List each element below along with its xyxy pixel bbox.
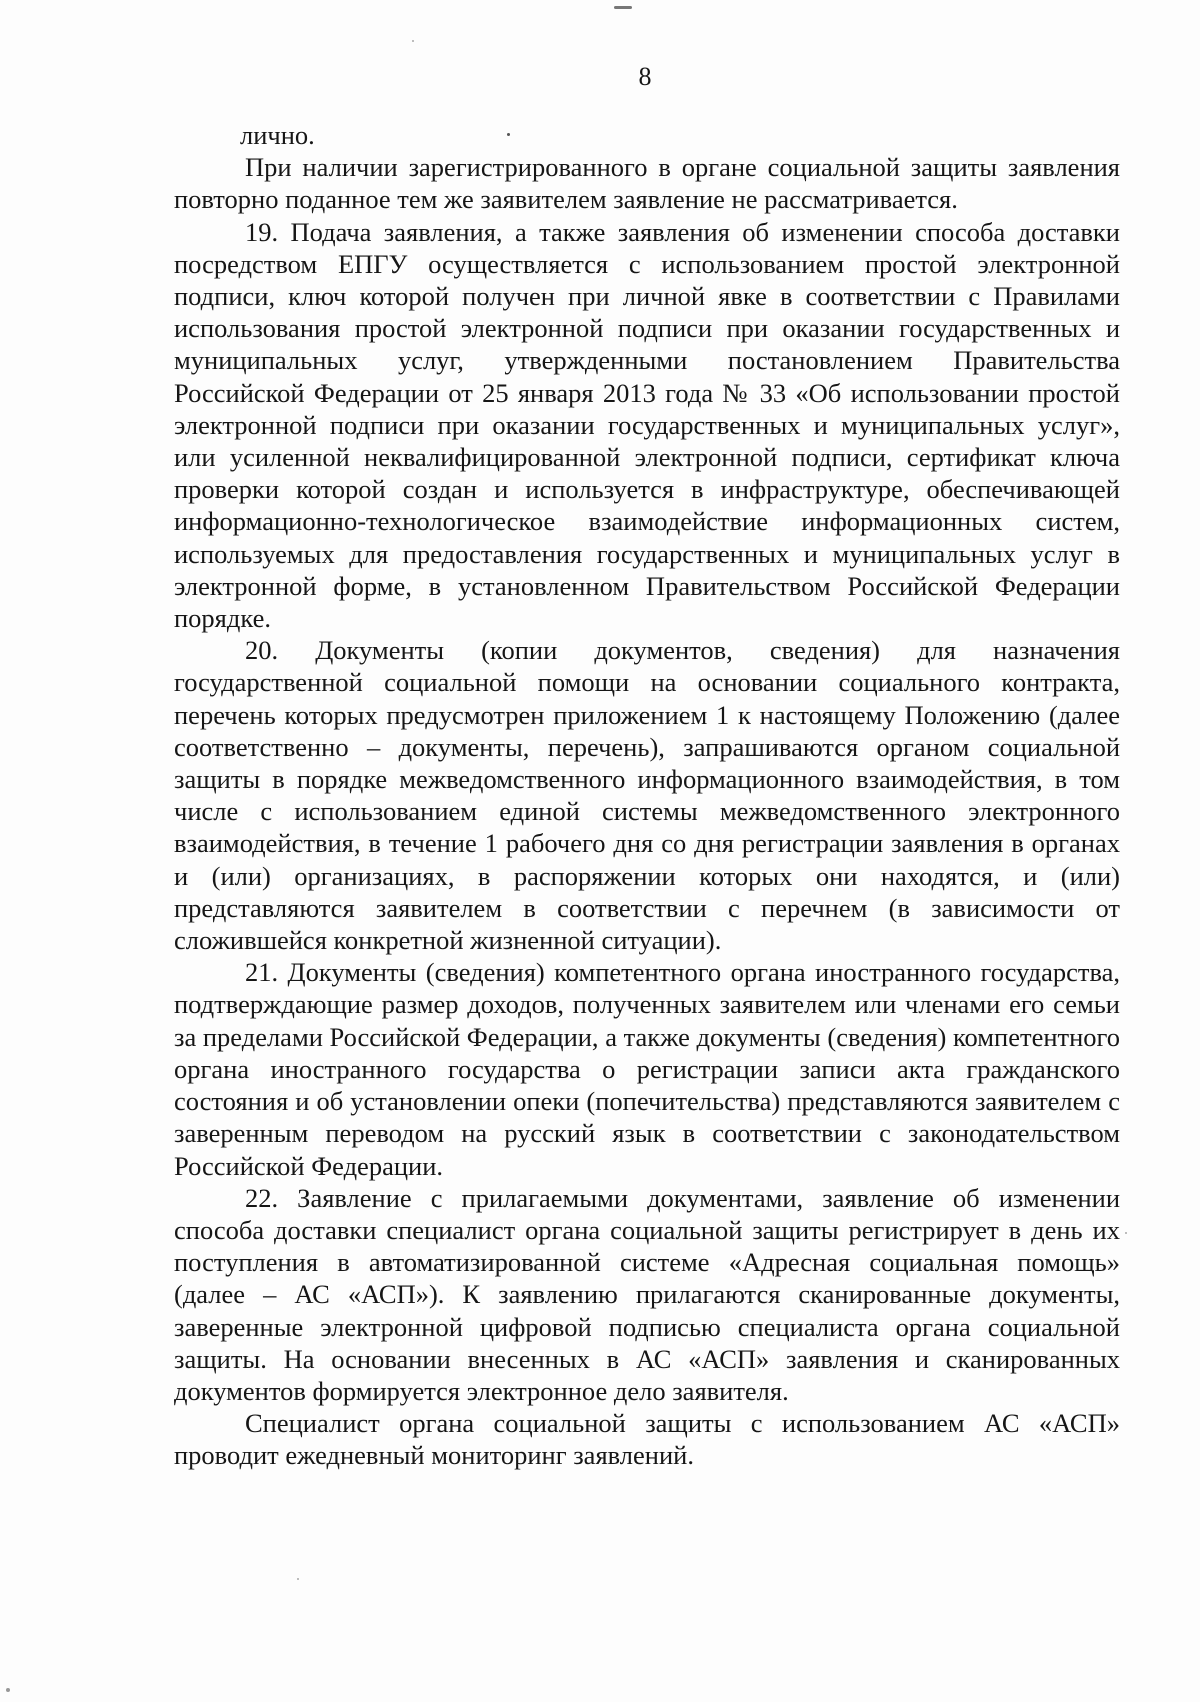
scan-artifact — [614, 6, 632, 9]
paragraph-repeat-application: При наличии зарегистрированного в органе социальной защиты заявления повторно поданное тем же заявителем заявление не рассматривается. — [174, 152, 1120, 215]
paragraph-21: 21. Документы (сведения) компетентного органа иностранного государства, подтверждающие размер доходов, полученных заявителем или членами его семьи за пределами Российской Федерации, а также документы (сведения) компетентного органа иностранного государства о регистрации записи акта гражданского состояния и об установлении опеки (попечительства) представляются заявителем с заверенным переводом на русский язык в соответствии с законодательством Российской Федерации. — [174, 957, 1120, 1181]
paragraph-20: 20. Документы (копии документов, сведения) для назначения государственной социальной помощи на основании социального контракта, перечень которых предусмотрен приложением 1 к настоящему Положению (далее соответственно – документы, перечень), запрашиваются органом социальной защиты в порядке межведомственного информационного взаимодействия, в том числе с использованием единой системы межведомственного электронного взаимодействия, в течение 1 рабочего дня со дня регистрации заявления в органах и (или) организациях, в распоряжении которых они находятся, и (или) представляются заявителем в соответствии с перечнем (в зависимости от сложившейся конкретной жизненной ситуации). — [174, 635, 1120, 956]
scan-speck — [1125, 1232, 1127, 1234]
paragraph-continuation: лично. — [240, 120, 315, 150]
scan-speck — [297, 1578, 299, 1580]
page-number: 8 — [638, 62, 652, 91]
paragraph-monitoring: Специалист органа социальной защиты с использованием АС «АСП» проводит ежедневный мониторинг заявлений. — [174, 1408, 1120, 1471]
scan-speck — [412, 40, 414, 42]
paragraph-22: 22. Заявление с прилагаемыми документами, заявление об изменении способа доставки специалист органа социальной защиты регистрирует в день их поступления в автоматизированной системе «Адресная социальная помощь» (далее – АС «АСП»). К заявлению прилагаются сканированные документы, заверенные электронной цифровой подписью специалиста органа социальной защиты. На основании внесенных в АС «АСП» заявления и сканированных документов формируется электронное дело заявителя. — [174, 1182, 1120, 1406]
paragraph-19: 19. Подача заявления, а также заявления об изменении способа доставки посредством ЕПГУ осуществляется с использованием простой электронной подписи, ключ которой получен при личной явке в соответствии с Правилами использования простой электронной подписи при оказании государственных и муниципальных услуг, утвержденными постановлением Правительства Российской Федерации от 25 января 2013 года № 33 «Об использовании простой электронной подписи при оказании государственных и муниципальных услуг», или усиленной неквалифицированной электронной подписи, сертификат ключа проверки которой создан и используется в инфраструктуре, обеспечивающей информационно-технологическое взаимодействие информационных систем, используемых для предоставления государственных и муниципальных услуг в электронной форме, в установленном Правительством Российской Федерации порядке. — [174, 216, 1120, 634]
scan-speck — [507, 133, 510, 136]
scan-speck — [6, 1688, 10, 1692]
document-body — [174, 119, 1120, 1472]
